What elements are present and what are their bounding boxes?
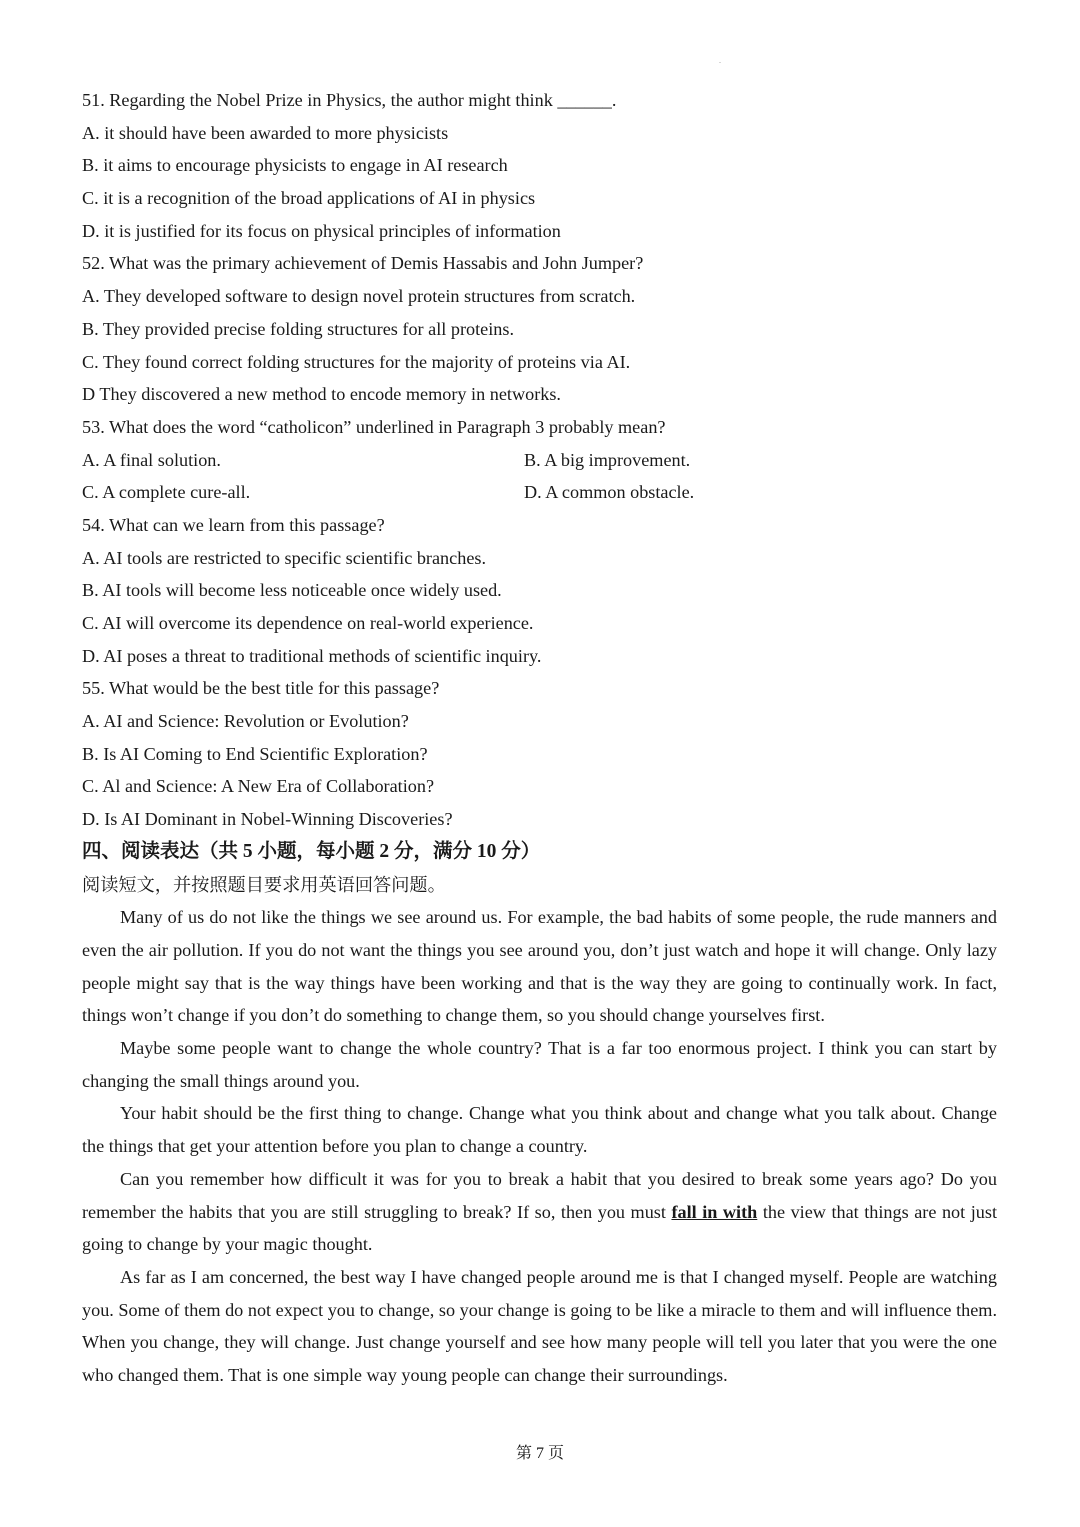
option: D. A common obstacle. — [524, 482, 695, 503]
option: B. AI tools will become less noticeable once widely used. — [82, 580, 502, 601]
option: A. A final solution. — [82, 449, 221, 470]
question-stem: 52. What was the primary achievement of Demis Hassabis and John Jumper? — [82, 253, 644, 274]
underlined-phrase: fall in with — [671, 1201, 758, 1222]
option: B. it aims to encourage physicists to engage in AI research — [82, 155, 508, 176]
passage-text: the view that things are not just going to change by your magic thought. — [82, 1201, 997, 1255]
passage-paragraph: Many of us do not like the things we see around us. For example, the bad habits of some people, the rude manners and even the air pollution. If you do not want the things you see around you, don’t just watch and hope it will change. Only lazy people might say that is the way things have been working and that is the way they are going to continually work. In fact, things won’t change if you don’t do something to change them, so you should change yourselves first. — [82, 907, 997, 1026]
content — [82, 84, 997, 1392]
option: D. AI poses a threat to traditional methods of scientific inquiry. — [82, 645, 542, 666]
option: C. AI will overcome its dependence on real-world experience. — [82, 613, 534, 633]
passage-paragraph: Maybe some people want to change the whole country? That is a far too enormous project. I think you can start by changing the small things around you. — [82, 1038, 997, 1091]
option: A. They developed software to design novel protein structures from scratch. — [82, 286, 636, 307]
option: D They discovered a new method to encode memory in networks. — [82, 384, 561, 405]
passage-paragraph: As far as I am concerned, the best way I have changed people around me is that I changed myself. People are watching you. Some of them do not expect you to change, so your change is going to be like a miracle to them and will influence them. When you change, they will change. Just change yourself and see how many people will tell you later that you were the one who changed them. That is one simple way young people can change their surroundings. — [82, 1266, 997, 1386]
option: C. Al and Science: A New Era of Collaboration? — [82, 776, 435, 797]
option: C. They found correct folding structures for the majority of proteins via AI. — [82, 351, 631, 372]
section-instruction: 阅读短文，并按照题目要求用英语回答问题。 — [82, 874, 446, 895]
option: B. Is AI Coming to End Scientific Exploration? — [82, 743, 428, 764]
top-mark: . — [719, 56, 721, 65]
option: C. A complete cure-all. — [82, 482, 251, 503]
question-stem: 53. What does the word “catholicon” underlined in Paragraph 3 probably mean? — [82, 416, 666, 437]
passage-paragraph: Your habit should be the first thing to change. Change what you think about and change what you talk about. Change the things that get your attention before you plan to change a country. — [82, 1103, 997, 1157]
passage-paragraph — [82, 1163, 997, 1261]
page-number: 第 7 页 — [515, 1445, 564, 1462]
section-heading: 四、阅读表达（共 5 小题，每小题 2 分，满分 10 分） — [82, 840, 541, 862]
option: B. A big improvement. — [524, 449, 691, 470]
option: A. AI tools are restricted to specific scientific branches. — [82, 547, 487, 568]
question-stem: 54. What can we learn from this passage? — [82, 514, 385, 535]
question-stem: 55. What would be the best title for this passage? — [82, 678, 440, 699]
option: B. They provided precise folding structures for all proteins. — [82, 318, 515, 339]
option-row — [82, 476, 997, 509]
option: A. it should have been awarded to more physicists — [82, 122, 449, 143]
option: C. it is a recognition of the broad applications of AI in physics — [82, 188, 536, 209]
option-row — [82, 444, 997, 477]
option: A. AI and Science: Revolution or Evolution? — [82, 711, 409, 732]
passage-text: Can you remember how difficult it was for you to break a habit that you desired to break some years ago? Do you remember the habits that you are still struggling to break? If so, then you must — [82, 1168, 997, 1222]
option: D. it is justified for its focus on physical principles of information — [82, 220, 561, 241]
question-stem: 51. Regarding the Nobel Prize in Physics, the author might think ______. — [82, 90, 617, 110]
option: D. Is AI Dominant in Nobel-Winning Discoveries? — [82, 809, 453, 830]
